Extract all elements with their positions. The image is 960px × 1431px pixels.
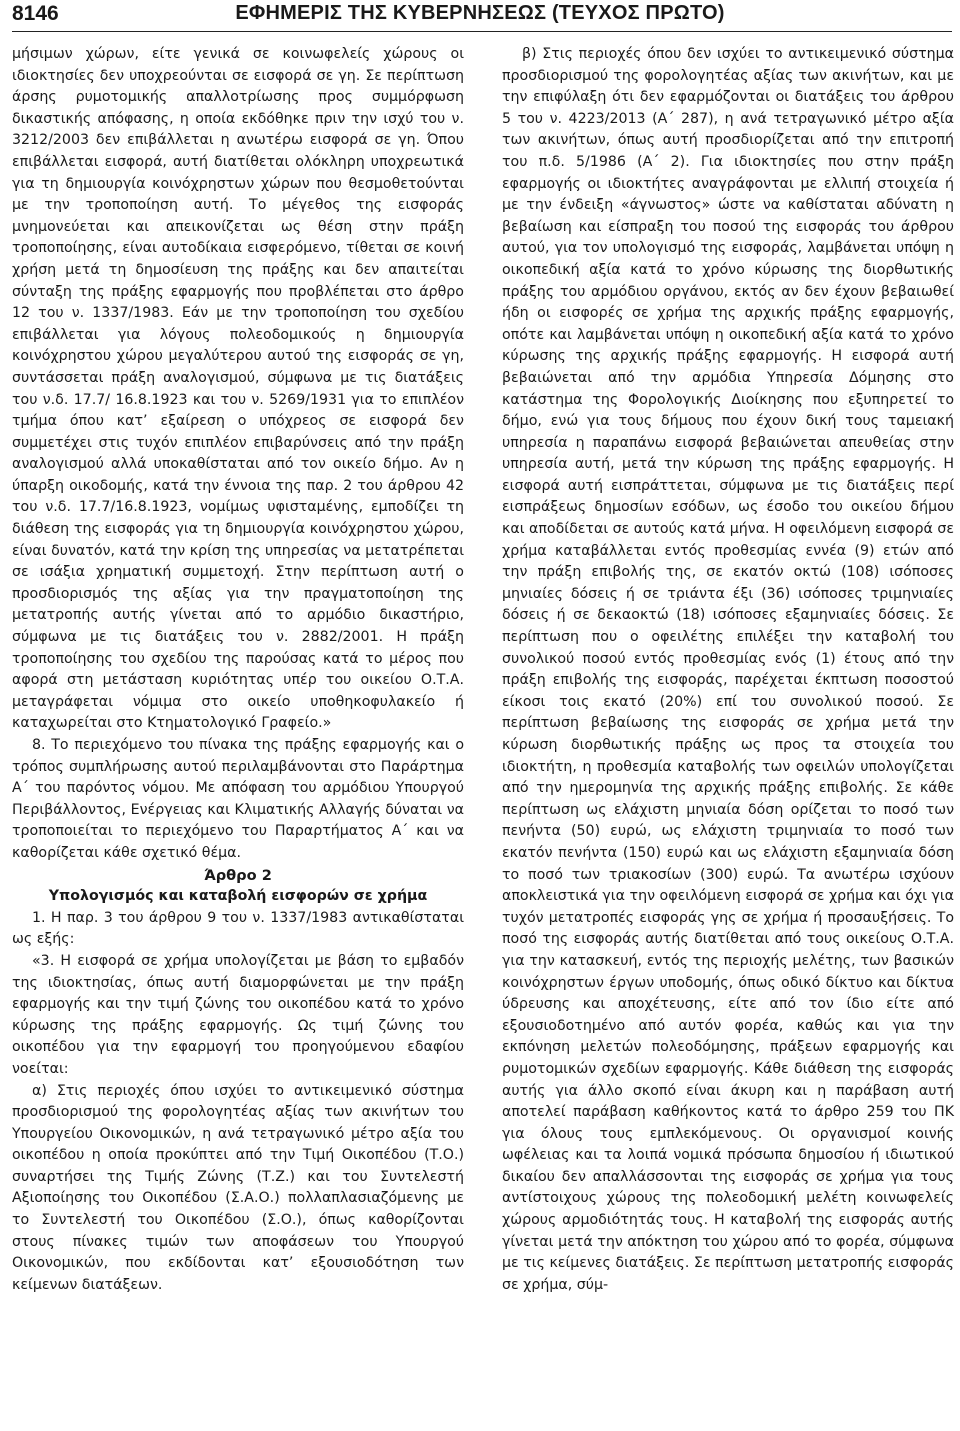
page-number: 8146 xyxy=(12,2,59,25)
article-subtitle: Υπολογισμός και καταβολή εισφορών σε χρήμα xyxy=(48,888,428,905)
header-rule xyxy=(12,31,952,32)
running-title: ΕΦΗΜΕΡΙΣ ΤΗΣ ΚΥΒΕΡΝΗΣΕΩΣ (ΤΕΥΧΟΣ ΠΡΩΤΟ) xyxy=(235,2,725,24)
left-column xyxy=(12,44,464,1296)
left-paragraph-4: «3. Η εισφορά σε χρήμα υπολογίζεται με βάση το εμβαδόν της ιδιοκτησίας, όπως αυτή διαμορφώνεται με την πράξη εφαρμογής και την τιμή ζώνης του οικοπέδου κατά το χρόνο κύρωσης της πράξης εφαρμογής. Ως τιμή ζώνης του οικοπέδου για την εφαρμογή του προηγούμενου εδαφίου νοείται: xyxy=(12,952,464,1077)
right-column xyxy=(502,44,954,1296)
left-paragraph-2: 8. Το περιεχόμενο του πίνακα της πράξης εφαρμογής και ο τρόπος συμπλήρωσης αυτού περιλαμβάνονται στο Παράρτημα Α΄ του παρόντος νόμου. Με απόφαση του αρμόδιου Υπουργού Περιβάλλοντος, Ενέργειας και Κλιματικής Αλλαγής δύναται να τροποποιείται το περιεχόμενο του Παραρτήματος Α΄ και να καθορίζεται κάθε σχετικό θέμα. xyxy=(12,737,464,861)
page-header xyxy=(0,0,960,34)
left-paragraph-3: 1. Η παρ. 3 του άρθρου 9 του ν. 1337/1983 αντικαθίσταται ως εξής: xyxy=(12,909,464,948)
left-paragraph-5: α) Στις περιοχές όπου ισχύει το αντικειμενικό σύστημα προσδιορισμού της φορολογητέας αξίας των ακινήτων του Υπουργείου Οικονομικών, η ανά τετραγωνικό μέτρο αξία του οικοπέδου η οποία προκύπτει από την Τιμή Οικοπέδου (Τ.Ο.) συναρτήσει της Τιμής Ζώνης (Τ.Ζ.) και του Συντελεστή Αξιοποίησης του Οικοπέδου (Σ.Α.Ο.) πολλαπλασιαζόμενης με το Συντελεστή του Οικοπέδου (Σ.Ο.), όπως καθορίζονται στους πίνακες τιμών των αποφάσεων του Υπουργού Οικονομικών, που εκδίδονται κατ’ εξουσιοδότηση των κείμενων διατάξεων. xyxy=(12,1082,464,1293)
right-paragraph-1: β) Στις περιοχές όπου δεν ισχύει το αντικειμενικό σύστημα προσδιορισμού της φορολογητέας αξίας των ακινήτων, και με την επιφύλαξη ότι δεν εφαρμόζονται οι διατάξεις του άρθρου 5 του ν. 4223/2013 (Α΄ 287), η ανά τετραγωνικό μέτρο αξία των ακινήτων, όπως αυτή προσδιορίζεται από την επιτροπή του π.δ. 5/1986 (Α΄ 2). Για ιδιοκτησίες που στην πράξη εφαρμογής οι ιδιοκτήτες αναγράφονται με ελλιπή στοιχεία ή με την ένδειξη «άγνωστος» ώστε να καθίσταται αδύνατη η βεβαίωση και είσπραξη του ποσού της εισφοράς του άρθρου αυτού, για τον υπολογισμό της εισφοράς, λαμβάνεται υπόψη η οικοπεδική αξία κατά το χρόνο κύρωσης της διορθωτικής πράξης του αρμόδιου οργάνου, εκτός αν δεν έχουν βεβαιωθεί ήδη οι εισφορές σε χρήμα της αρχικής πράξης εφαρμογής, οπότε και λαμβάνεται υπόψη η οικοπεδική αξία κατά το χρόνο κύρωσης της αρχικής πράξης εφαρμογής. Η εισφορά αυτή βεβαιώνεται από την αρμόδια Υπηρεσία Δόμησης στο κατάστημα της Φορολογικής Διοίκησης που εξυπηρετεί το δήμο, ενώ για τους δήμους που έχουν δική τους ταμειακή υπηρεσία η παραπάνω εισφορά βεβαιώνεται απευθείας στην υπηρεσία αυτή, μετά την κύρωση της πράξης εφαρμογής. Η εισφορά αυτή εισπράττεται, σύμφωνα με τις διατάξεις περί εισπράξεως δημοσίων εσόδων, ως έσοδο του οικείου δήμου και αποδίδεται σε αυτούς κατά μήνα. Η οφειλόμενη εισφορά σε χρήμα καταβάλλεται εντός προθεσμίας εννέα (9) ετών από την πράξη επιβολής της, σε εκατόν οκτώ (108) ισόποσες μηνιαίες δόσεις ή σε τριάντα έξι (36) ισόποσες τριμηνιαίες δόσεις ή σε δεκαοκτώ (18) ισόποσες εξαμηνιαίες δόσεις. Σε περίπτωση που ο οφειλέτης επιλέξει την καταβολή του συνολικού ποσού εντός προθεσμίας ενός (1) έτους από την πράξη επιβολής της εισφοράς, παρέχεται έκπτωση ποσοστού είκοσι τοις εκατό (20%) επί του συνολικού ποσού. Σε περίπτωση βεβαίωσης της εισφοράς σε χρήμα μετά την κύρωση διορθωτικής πράξης ως προς τα στοιχεία του ιδιοκτήτη, η προθεσμία καταβολής των οφειλών υπολογίζεται από την ημερομηνία της αρχικής πράξης επιβολής. Σε κάθε περίπτωση ως ελάχιστη μηνιαία δόση ορίζεται το ποσό των πενήντα (50) ευρώ, ως ελάχιστη τριμηνιαία το ποσό των εκατόν πενήντα (150) ευρώ και ως ελάχιστη εξαμηνιαία δόση το ποσό των τριακοσίων (300) ευρώ. Τα ανωτέρω ισχύουν αποκλειστικά για την οφειλόμενη εισφορά σε χρήμα και όχι για τυχόν μετατροπές εισφοράς γης σε χρήμα ή προσαυξήσεις. Το ποσό της εισφοράς αυτής διατίθεται από τους οικείους Ο.Τ.Α. για την κατασκευή, εντός της περιοχής μελέτης, των βασικών κοινόχρηστων έργων υποδομής, όπως οδικό δίκτυο και δίκτυα ύδρευσης και αποχέτευσης, είτε από τον ίδιο είτε από εξουσιοδοτημένο από αυτόν φορέα, καθώς και για την εκπόνηση μελετών πολεοδόμησης, πράξεων εφαρμογής και ρυμοτομικών σχεδίων εφαρμογής. Κάθε διάθεση της εισφοράς αυτής για άλλο σκοπό είναι άκυρη και η παράβαση αυτή αποτελεί παράβαση καθήκοντος κατά το άρθρο 259 του ΠΚ για όλους τους εμπλεκόμενους. Οι οργανισμοί κοινής ωφέλειας και τα λοιπά νομικά πρόσωπα δημοσίου ή ιδιωτικού δικαίου δεν απαλλάσσονται της εισφοράς σε χρήμα για τους αντίστοιχους χώρους της πολεοδομική μελέτη κοινωφελείς χώρους αρμοδιότητάς τους. Η καταβολή της εισφοράς αυτής γίνεται μετά την απόκτηση του χώρου από το φορέα, σύμφωνα με τις κείμενες διατάξεις. Σε περίπτωση μετατροπής εισφοράς σε χρήμα, σύμ- xyxy=(502,46,954,1293)
article-title: Άρθρο 2 xyxy=(204,866,272,884)
left-paragraph-1: μήσιμων χώρων, είτε γενικά σε κοινωφελείς χώρους οι ιδιοκτησίες δεν υποχρεούνται σε εισφορά σε γη. Σε περίπτωση άρσης ρυμοτομικής απαλλοτρίωσης προς συμμόρφωση δικαστικής απόφασης, η οποία εκδόθηκε πριν την ισχύ του ν. 3212/2003 δεν επιβάλλεται η ανωτέρω εισφορά σε γη. Όπου επιβάλλεται εισφορά, αυτή διατίθεται ολόκληρη υποχρεωτικά για τη δημιουργία κοινόχρηστων χώρων που θεσμοθετούνται με την τροποποίηση αυτή. Το μέγεθος της εισφοράς μνημονεύεται και απεικονίζεται ως θέση στην πράξη τροποποίησης, είναι αυτοδίκαια εισφερόμενο, τίθεται σε κοινή χρήση μετά τη δημοσίευση της πράξης και δεν απαιτείται σύνταξη της πράξης εφαρμογής που προβλέπεται στο άρθρο 12 του ν. 1337/1983. Εάν με την τροποποίηση του σχεδίου επιβάλλεται για λόγους πολεοδομικούς η δημιουργία κοινόχρηστου χώρου μεγαλύτερου αυτού της εισφοράς σε γη, συντάσσεται πράξη αναλογισμού, σύμφωνα με τις διατάξεις του ν.δ. 17.7/ 16.8.1923 και του ν. 5269/1931 για το επιπλέον τμήμα όπου κατ’ εξαίρεση ο υπόχρεος σε εισφορά δεν συμμετέχει στις τυχόν επιπλέον επιβαρύνσεις από την πράξη αναλογισμού αλλά υποκαθίσταται από τον οικείο δήμο. Αν η ύπαρξη οικοδομής, κατά την έννοια της παρ. 2 του άρθρου 42 του ν.δ. 17.7/16.8.1923, νομίμως υφισταμένης, εμποδίζει τη διάθεση της εισφοράς για τη δημιουργία κοινόχρηστου χώρου, είναι δυνατόν, κατά την κρίση της υπηρεσίας να μετατρέπεται σε ισάξια χρηματική συμμετοχή. Στην περίπτωση αυτή ο προσδιορισμός της αξίας για την πραγματοποίηση της μετατροπής αυτής γίνεται από το αρμόδιο δικαστήριο, σύμφωνα με τις διατάξεις του ν. 2882/2001. Η πράξη τροποποίησης του σχεδίου της παρούσας κατά το μέρος που αφορά στη μετάσταση κυριότητας υπέρ του οικείου Ο.Τ.Α. μεταγράφεται νόμιμα στο οικείο υποθηκοφυλακείο ή καταχωρείται στο Κτηματολογικό Γραφείο.» xyxy=(12,46,464,732)
